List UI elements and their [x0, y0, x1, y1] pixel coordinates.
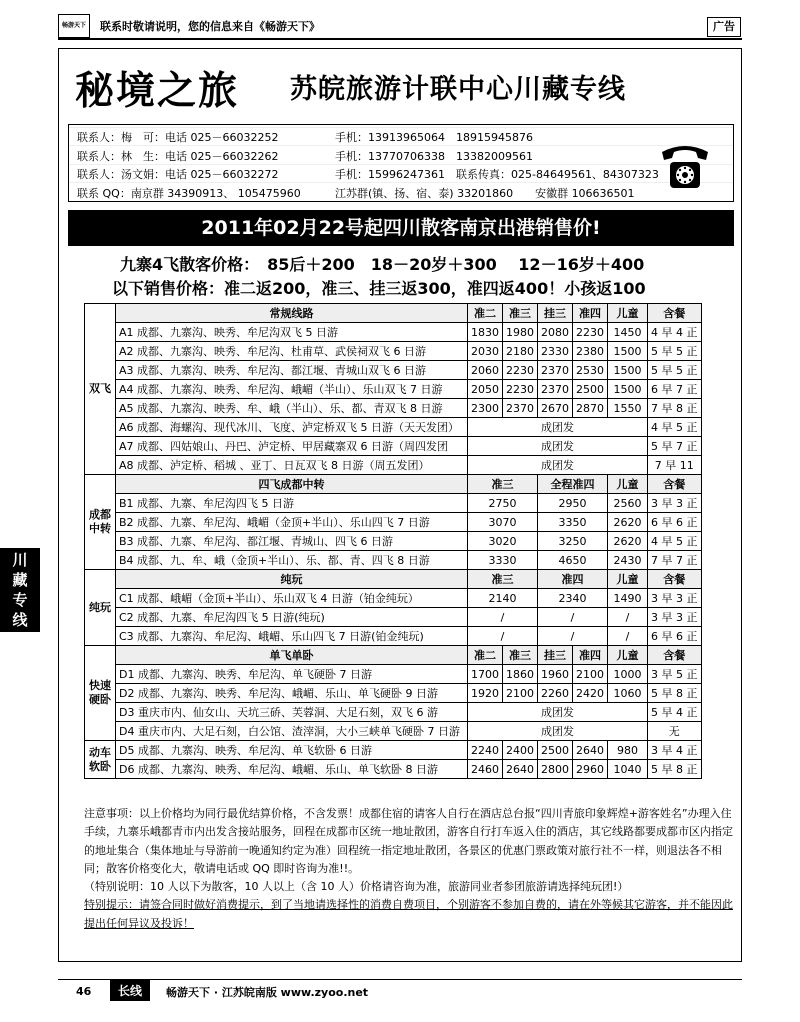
footer-divider — [58, 979, 742, 980]
table-row — [85, 494, 702, 513]
value-cell: 2080 — [538, 323, 573, 342]
value-cell: 2750 — [468, 494, 538, 513]
publication-name: 畅游天下 · 江苏皖南版 www.zyoo.net — [166, 986, 369, 999]
contact-text: 联系人：汤文娟：电话 025－66032272 — [77, 168, 279, 181]
table-row — [85, 532, 702, 551]
value-cell: 2560 — [608, 494, 648, 513]
route-cell: D5 成都、九寨沟、映秀、牟尼沟、单飞软卧 6 日游 — [116, 741, 468, 760]
value-cell: 1500 — [608, 361, 648, 380]
value-cell: 1920 — [468, 684, 503, 703]
value-cell: / — [608, 608, 648, 627]
route-cell: A7 成都、四姑娘山、丹巴、泸定桥、甲居藏寨双 6 日游（周四发团 — [116, 437, 468, 456]
route-cell: D4 重庆市内、大足石刻，白公馆、渣滓洞，大小三峡单飞硬卧 7 日游 — [116, 722, 468, 741]
value-cell: 2370 — [503, 399, 538, 418]
value-cell: 2800 — [538, 760, 573, 779]
contact-text: 手机：13913965064 18915945876 — [335, 131, 533, 144]
value-cell: 2870 — [573, 399, 608, 418]
route-cell: B1 成都、九寨、牟尼沟四飞 5 日游 — [116, 494, 468, 513]
value-cell: / — [468, 627, 538, 646]
column-header: 准四 — [573, 304, 608, 323]
table-row — [85, 513, 702, 532]
table-row — [85, 703, 702, 722]
value-cell: 2050 — [468, 380, 503, 399]
value-cell: 4 早 5 正 — [648, 418, 702, 437]
table-row — [85, 323, 702, 342]
column-header: 准三 — [468, 570, 538, 589]
value-cell: 5 早 5 正 — [648, 342, 702, 361]
value-cell: 6 早 6 正 — [648, 513, 702, 532]
value-cell: 2230 — [503, 361, 538, 380]
column-header: 准四 — [538, 570, 608, 589]
route-cell: A3 成都、九寨沟、映秀、牟尼沟、都江堰、青城山双飞 6 日游 — [116, 361, 468, 380]
value-cell: 2300 — [468, 399, 503, 418]
notes-tip: 特别提示：请签合同时做好消费提示，到了当地请选择性的消费自费项目，个别游客不参加自费的，请在外等候其它游客，并不能因此提出任何异议及投诉！ — [84, 898, 733, 930]
table-header-row — [85, 475, 702, 494]
value-cell: 2380 — [573, 342, 608, 361]
ad-label: 广告 — [707, 17, 741, 37]
value-cell: 1860 — [503, 665, 538, 684]
value-cell: 2260 — [538, 684, 573, 703]
value-cell: 2960 — [573, 760, 608, 779]
value-cell: 2100 — [503, 684, 538, 703]
page-number: 46 — [76, 985, 92, 998]
route-cell: A4 成都、九寨沟、映秀、牟尼沟、峨嵋（半山）、乐山双飞 7 日游 — [116, 380, 468, 399]
value-cell: 6 早 7 正 — [648, 380, 702, 399]
column-header: 含餐 — [648, 570, 702, 589]
route-cell: C1 成都、峨嵋（金顶+半山）、乐山双飞 4 日游（铂金纯玩） — [116, 589, 468, 608]
column-header: 常规线路 — [116, 304, 468, 323]
value-cell: 3 早 3 正 — [648, 494, 702, 513]
value-cell: 3330 — [468, 551, 538, 570]
column-header: 儿童 — [608, 475, 648, 494]
notes — [84, 805, 734, 933]
value-cell: 4 早 4 正 — [648, 323, 702, 342]
table-row — [85, 399, 702, 418]
value-cell: 7 早 7 正 — [648, 551, 702, 570]
value-cell: 2950 — [538, 494, 608, 513]
value-cell: 成团发 — [468, 418, 648, 437]
contact-row — [77, 148, 733, 167]
notes-special: （特别说明：10 人以下为散客，10 人以上（含 10 人）价格请咨询为准，旅游同业者参团旅游请选择纯玩团!） — [84, 880, 629, 894]
value-cell: 2060 — [468, 361, 503, 380]
value-cell: 2670 — [538, 399, 573, 418]
column-header: 准三 — [503, 304, 538, 323]
side-tab-char: 线 — [12, 611, 28, 629]
value-cell: 3350 — [538, 513, 608, 532]
value-cell: 2180 — [503, 342, 538, 361]
column-header: 含餐 — [648, 475, 702, 494]
value-cell: 1500 — [608, 342, 648, 361]
price-line-1: 九寨4飞散客价格： 85后＋200 18－20岁＋300 12－16岁＋400 — [120, 255, 645, 274]
price-banner: 2011年02月22号起四川散客南京出港销售价! — [68, 210, 734, 246]
table-row — [85, 418, 702, 437]
value-cell: 2330 — [538, 342, 573, 361]
route-cell: C2 成都、九寨、牟尼沟四飞 5 日游(纯玩) — [116, 608, 468, 627]
value-cell: 2370 — [538, 380, 573, 399]
value-cell: 1830 — [468, 323, 503, 342]
table-row — [85, 627, 702, 646]
table-header-row — [85, 304, 702, 323]
column-header: 单飞单卧 — [116, 646, 468, 665]
value-cell: 5 早 8 正 — [648, 760, 702, 779]
column-header: 准四 — [573, 646, 608, 665]
value-cell: 2500 — [573, 380, 608, 399]
value-cell: / — [538, 608, 608, 627]
value-cell: 1060 — [608, 684, 648, 703]
value-cell: 2400 — [503, 741, 538, 760]
table-row — [85, 741, 702, 760]
value-cell: 2640 — [503, 760, 538, 779]
value-cell: 2530 — [573, 361, 608, 380]
value-cell: 6 早 6 正 — [648, 627, 702, 646]
value-cell: 1000 — [608, 665, 648, 684]
route-cell: A6 成都、海螺沟、现代冰川、飞度、泸定桥双飞 5 日游（天天发团） — [116, 418, 468, 437]
value-cell: 3 早 5 正 — [648, 665, 702, 684]
side-tab-char: 藏 — [12, 571, 28, 589]
column-header: 准三 — [468, 475, 538, 494]
value-cell: 5 早 8 正 — [648, 684, 702, 703]
contact-text: 手机：15996247361 联系传真：025-84649561、84307323 — [335, 168, 659, 181]
table-row — [85, 380, 702, 399]
top-bar — [0, 0, 800, 40]
route-cell: B2 成都、九寨、牟尼沟、峨嵋（金顶+半山）、乐山四飞 7 日游 — [116, 513, 468, 532]
table-row — [85, 342, 702, 361]
value-cell: 2620 — [608, 513, 648, 532]
value-cell: 2620 — [608, 532, 648, 551]
column-header: 准二 — [468, 304, 503, 323]
value-cell: 成团发 — [468, 437, 648, 456]
route-cell: D2 成都、九寨沟、映秀、牟尼沟、峨嵋、乐山、单飞硬卧 9 日游 — [116, 684, 468, 703]
value-cell: 7 早 11 — [648, 456, 702, 475]
value-cell: 1550 — [608, 399, 648, 418]
value-cell: 2430 — [608, 551, 648, 570]
table-row — [85, 760, 702, 779]
value-cell: 2500 — [538, 741, 573, 760]
value-cell: 980 — [608, 741, 648, 760]
value-cell: 1980 — [503, 323, 538, 342]
column-header: 含餐 — [648, 304, 702, 323]
value-cell: / — [608, 627, 648, 646]
value-cell: / — [538, 627, 608, 646]
route-cell: D3 重庆市内、仙女山、天坑三硚、芙蓉洞、大足石刻，双飞 6 游 — [116, 703, 468, 722]
value-cell: 2420 — [573, 684, 608, 703]
contact-text: 联系 QQ：南京群 34390913、 105475960 — [77, 186, 301, 200]
column-header: 儿童 — [608, 304, 648, 323]
contact-text: 江苏群(镇、扬、宿、泰) 33201860 安徽群 106636501 — [335, 186, 635, 200]
value-cell: 无 — [648, 722, 702, 741]
table-row — [85, 684, 702, 703]
column-header: 四飞成都中转 — [116, 475, 468, 494]
route-cell: A5 成都、九寨沟、映秀、牟、峨（半山）、乐、都、青双飞 8 日游 — [116, 399, 468, 418]
value-cell: 2370 — [538, 361, 573, 380]
publication-logo: 畅游天下 — [58, 14, 90, 38]
value-cell: 5 早 7 正 — [648, 437, 702, 456]
column-header: 纯玩 — [116, 570, 468, 589]
category-cell: 成都中转 — [85, 475, 116, 570]
value-cell: 5 早 5 正 — [648, 361, 702, 380]
column-header: 准三 — [503, 646, 538, 665]
category-cell: 双飞 — [85, 304, 116, 475]
brand-name: 秘境之旅 — [75, 68, 240, 114]
table-row — [85, 722, 702, 741]
value-cell: 2240 — [468, 741, 503, 760]
route-cell: A1 成都、九寨沟、映秀、牟尼沟双飞 5 日游 — [116, 323, 468, 342]
value-cell: 2140 — [468, 589, 538, 608]
table-row — [85, 589, 702, 608]
value-cell: 2230 — [503, 380, 538, 399]
route-cell: C3 成都、九寨沟、牟尼沟、峨嵋、乐山四飞 7 日游(铂金纯玩) — [116, 627, 468, 646]
value-cell: 3 早 4 正 — [648, 741, 702, 760]
contact-row — [77, 185, 733, 204]
contact-box — [68, 124, 734, 202]
value-cell: 成团发 — [468, 456, 648, 475]
contact-text: 联系人：梅 可：电话 025－66032252 — [77, 131, 279, 144]
value-cell: 1450 — [608, 323, 648, 342]
table-header-row — [85, 646, 702, 665]
value-cell: / — [468, 608, 538, 627]
value-cell: 2100 — [573, 665, 608, 684]
top-note: 联系时敬请说明，您的信息来自《畅游天下》 — [100, 20, 320, 33]
route-cell: D1 成都、九寨沟、映秀、牟尼沟、单飞硬卧 7 日游 — [116, 665, 468, 684]
column-header: 准二 — [468, 646, 503, 665]
notes-main: 注意事项：以上价格均为同行最优结算价格，不含发票！成都住宿的请客人自行在酒店总台报“四川青旅印象辉煌+游客姓名”办理入住手续，九寨乐峨都青市内出发含接站服务，回程在成都市区统一地址散团，游客自行打车返入住的酒店，其它线路都要成都市区内指定的地址集合（集体地址与导游前一晚通知约定为准）回程统一指定地址散团，各景区的优惠门票政策对旅行社不一样，则退法各不相同；散客价格变化大，敬请电话或 QQ 即时咨询为准!!。 — [84, 807, 733, 875]
value-cell: 3070 — [468, 513, 538, 532]
table-header-row — [85, 570, 702, 589]
value-cell: 1700 — [468, 665, 503, 684]
value-cell: 1490 — [608, 589, 648, 608]
table-row — [85, 361, 702, 380]
section-label: 长线 — [110, 980, 150, 1001]
value-cell: 7 早 8 正 — [648, 399, 702, 418]
side-tab-char: 专 — [12, 591, 28, 609]
table-row — [85, 665, 702, 684]
value-cell: 2230 — [573, 323, 608, 342]
route-cell: A2 成都、九寨沟、映秀、牟尼沟、杜甫草、武侯祠双飞 6 日游 — [116, 342, 468, 361]
column-header: 挂三 — [538, 304, 573, 323]
value-cell: 3 早 3 正 — [648, 608, 702, 627]
value-cell: 1040 — [608, 760, 648, 779]
route-cell: A8 成都、泸定桥、稻城 、亚丁、日瓦双飞 8 日游（周五发团） — [116, 456, 468, 475]
value-cell: 3 早 3 正 — [648, 589, 702, 608]
value-cell: 3020 — [468, 532, 538, 551]
column-header: 儿童 — [608, 570, 648, 589]
column-header: 含餐 — [648, 646, 702, 665]
contact-text: 手机：13770706338 13382009561 — [335, 149, 533, 163]
value-cell: 3250 — [538, 532, 608, 551]
route-cell: B3 成都、九寨、牟尼沟、都江堰、青城山、四飞 6 日游 — [116, 532, 468, 551]
value-cell: 1960 — [538, 665, 573, 684]
column-header: 全程准四 — [538, 475, 608, 494]
value-cell: 成团发 — [468, 703, 648, 722]
value-cell: 成团发 — [468, 722, 648, 741]
category-cell: 快速硬卧 — [85, 646, 116, 741]
route-cell: D6 成都、九寨沟、映秀、牟尼沟、峨嵋、乐山、单飞软卧 8 日游 — [116, 760, 468, 779]
column-header: 挂三 — [538, 646, 573, 665]
value-cell: 2460 — [468, 760, 503, 779]
telephone-icon — [656, 138, 714, 192]
table-row — [85, 608, 702, 627]
route-cell: B4 成都、九、牟、峨（金顶+半山）、乐、都、青、四飞 8 日游 — [116, 551, 468, 570]
table-row — [85, 437, 702, 456]
price-line-2: 以下销售价格：准二返200，准三、挂三返300，准四返400！小孩返100 — [112, 279, 646, 298]
side-tab — [0, 548, 40, 632]
value-cell: 2340 — [538, 589, 608, 608]
contact-text: 联系人：林 生：电话 025－66032262 — [77, 149, 279, 163]
value-cell: 2640 — [573, 741, 608, 760]
category-cell: 动车软卧 — [85, 741, 116, 779]
value-cell: 5 早 4 正 — [648, 703, 702, 722]
side-tab-char: 川 — [12, 551, 28, 569]
value-cell: 4650 — [538, 551, 608, 570]
value-cell: 2030 — [468, 342, 503, 361]
top-divider — [58, 38, 742, 40]
price-table — [84, 303, 702, 779]
table-row — [85, 551, 702, 570]
value-cell: 4 早 5 正 — [648, 532, 702, 551]
footer — [58, 977, 742, 1001]
contact-row — [77, 129, 733, 148]
table-row — [85, 456, 702, 475]
category-cell: 纯玩 — [85, 570, 116, 646]
column-header: 儿童 — [608, 646, 648, 665]
value-cell: 1500 — [608, 380, 648, 399]
brand-subtitle: 苏皖旅游计联中心川藏专线 — [290, 74, 626, 105]
contact-row — [77, 166, 733, 185]
